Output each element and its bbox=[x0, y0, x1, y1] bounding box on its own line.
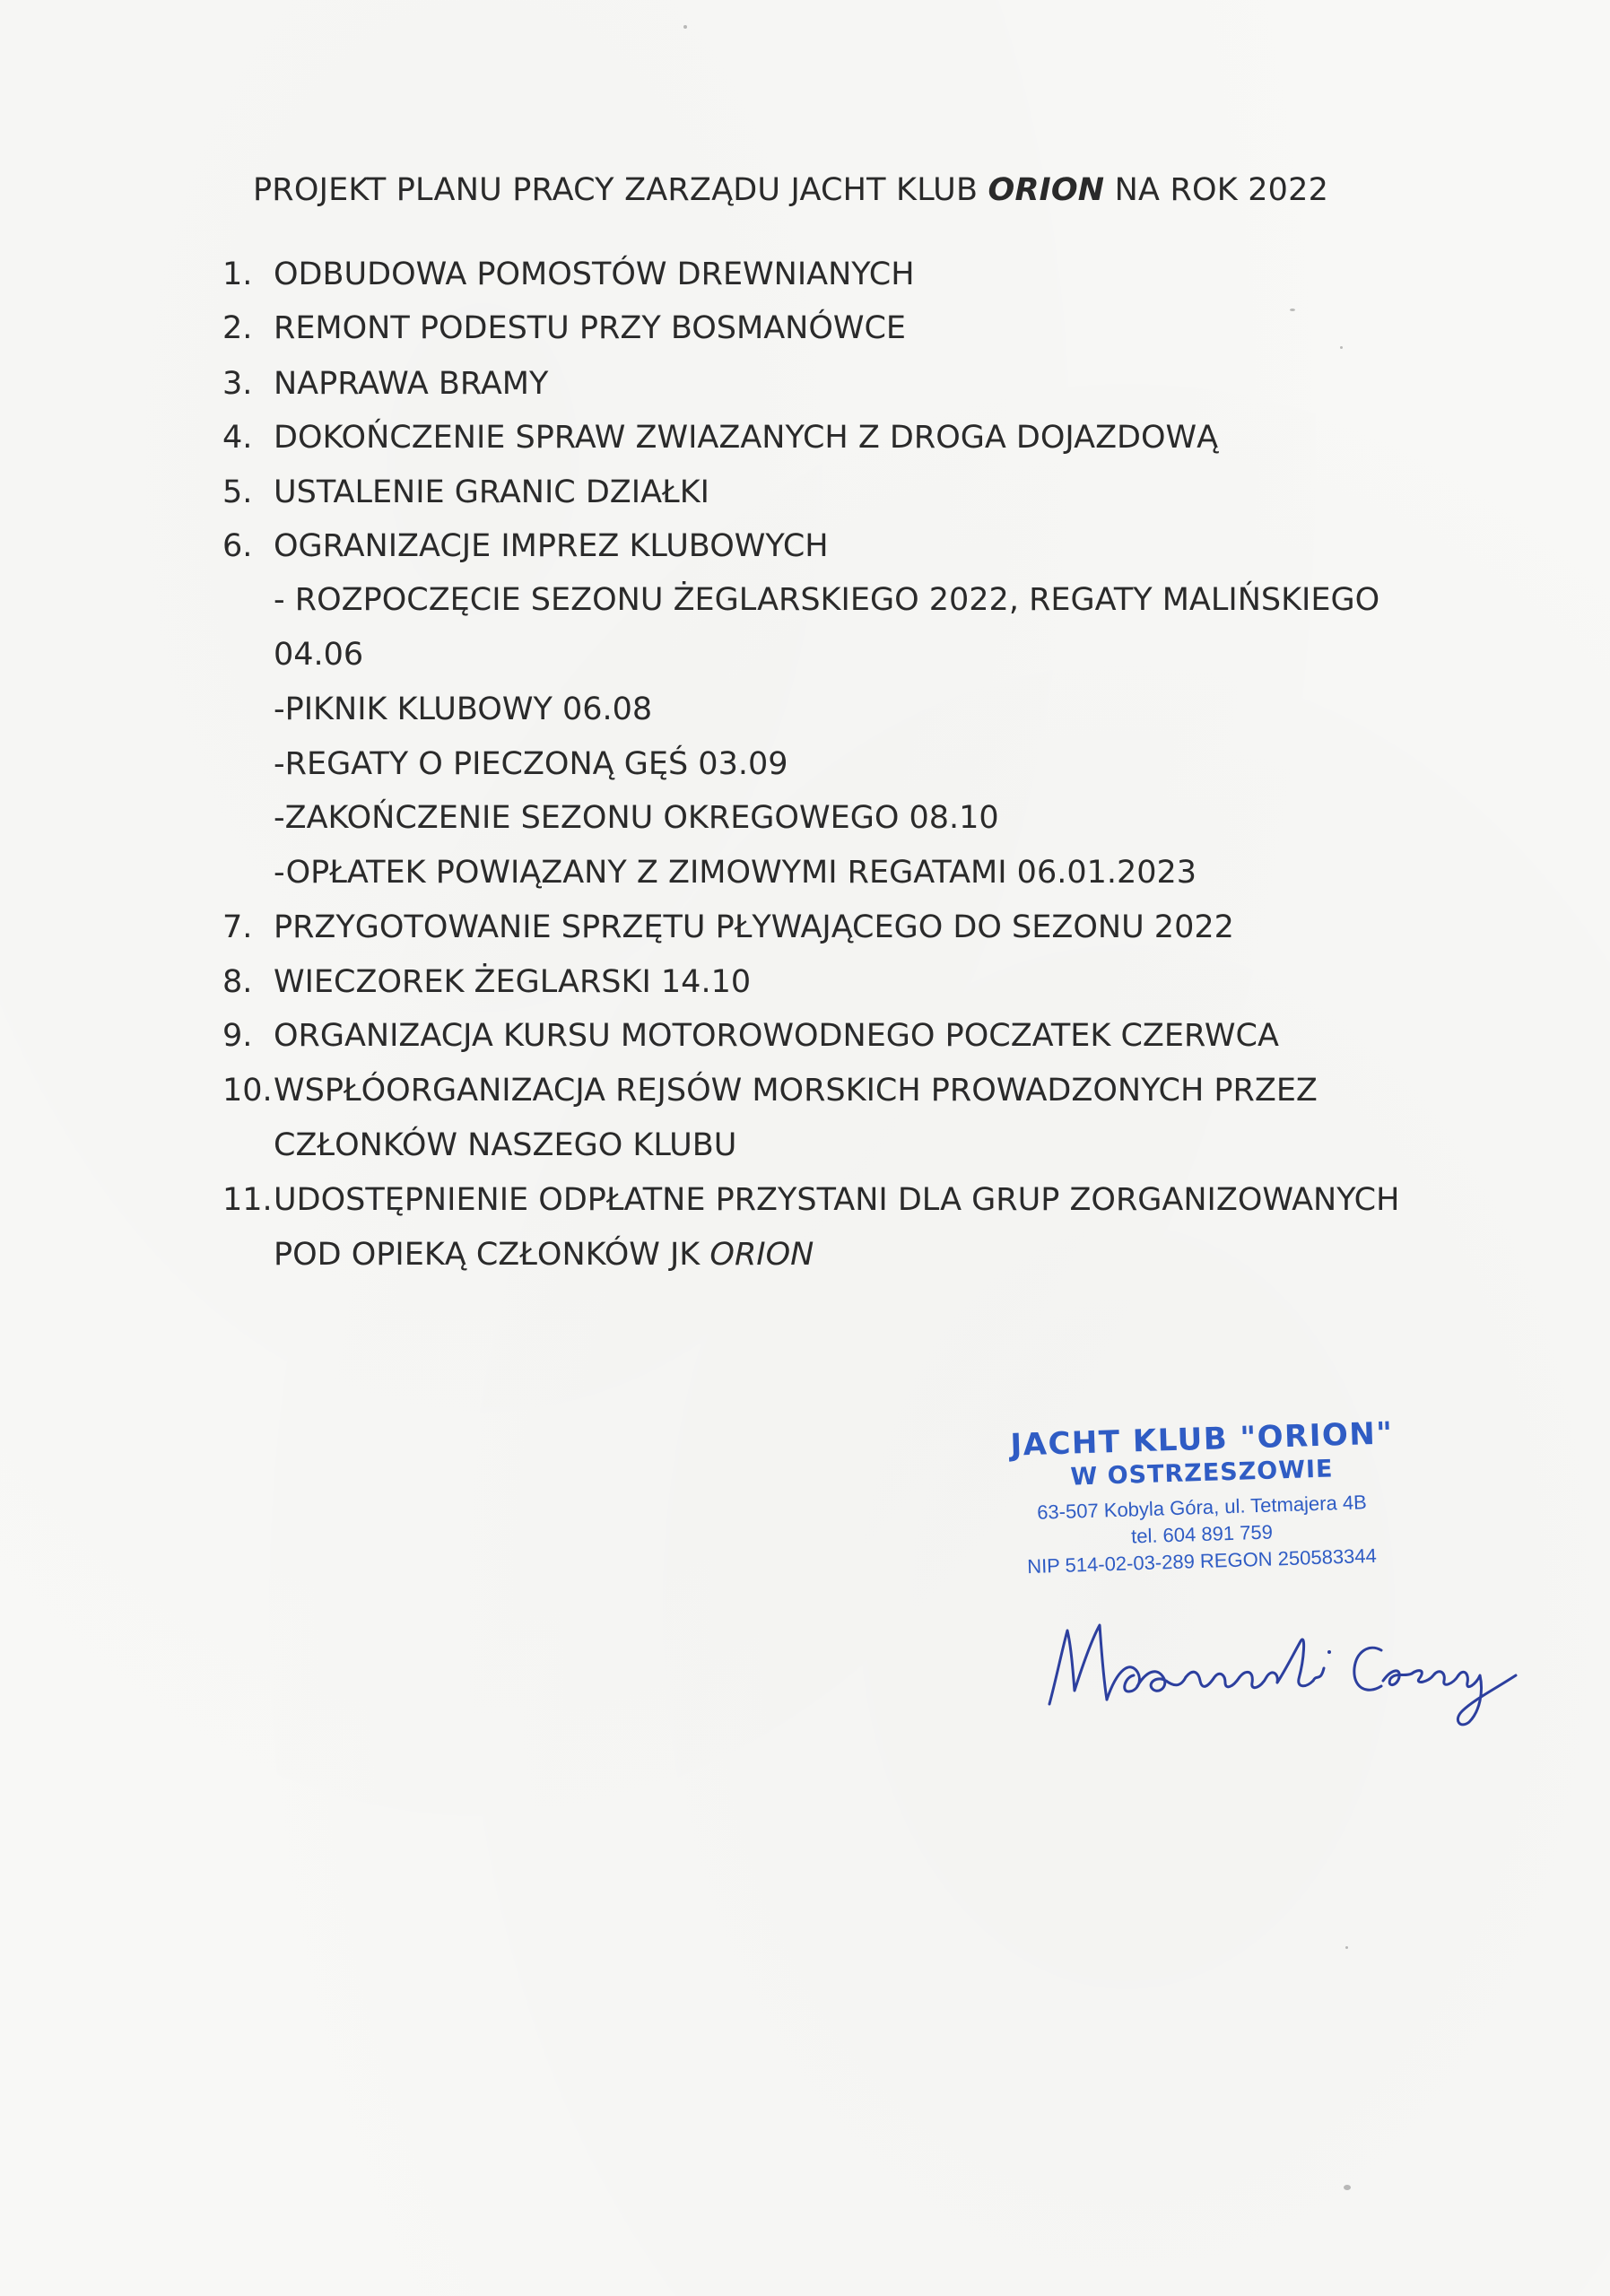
continuation-prefix: POD OPIEKĄ CZŁONKÓW JK bbox=[274, 1237, 710, 1273]
scan-speck bbox=[1290, 309, 1295, 311]
list-item-number: 5. bbox=[222, 474, 253, 510]
list-item-text: UDOSTĘPNIENIE ODPŁATNE PRZYSTANI DLA GRUP ZORGANIZOWANYCH bbox=[274, 1182, 1400, 1218]
scan-speck bbox=[1344, 2185, 1351, 2190]
event-item: -PIKNIK KLUBOWY 06.08 bbox=[274, 691, 653, 727]
list-item-continuation bbox=[274, 1237, 814, 1273]
list-item-number: 8. bbox=[222, 964, 253, 1000]
list-item-text: OGRANIZACJE IMPREZ KLUBOWYCH bbox=[274, 528, 829, 564]
list-item-number: 10. bbox=[222, 1073, 273, 1109]
event-item: -ZAKOŃCZENIE SEZONU OKREGOWEGO 08.10 bbox=[274, 800, 999, 836]
scan-speck bbox=[1345, 1946, 1348, 1949]
title-prefix: PROJEKT PLANU PRACY ZARZĄDU JACHT KLUB bbox=[253, 172, 988, 208]
stamp-club-name: JACHT KLUB "ORION" bbox=[1009, 1415, 1395, 1464]
list-item-text: DOKOŃCZENIE SPRAW ZWIAZANYCH Z DROGA DOJAZDOWĄ bbox=[274, 420, 1219, 456]
club-stamp bbox=[969, 1415, 1435, 1578]
list-item-text: REMONT PODESTU PRZY BOSMANÓWCE bbox=[274, 310, 907, 346]
list-item-number: 2. bbox=[222, 310, 253, 346]
list-item-number: 11. bbox=[222, 1182, 273, 1218]
list-item-text: ORGANIZACJA KURSU MOTOROWODNEGO POCZATEK CZERWCA bbox=[274, 1018, 1279, 1054]
event-item: - ROZPOCZĘCIE SEZONU ŻEGLARSKIEGO 2022, REGATY MALIŃSKIEGO bbox=[274, 582, 1380, 618]
list-item-text: WSPŁÓORGANIZACJA REJSÓW MORSKICH PROWADZONYCH PRZEZ bbox=[274, 1073, 1318, 1109]
title-club-name: ORION bbox=[988, 172, 1105, 208]
event-item: -OPŁATEK POWIĄZANY Z ZIMOWYMI REGATAMI 06.01.2023 bbox=[274, 855, 1197, 891]
list-item-number: 7. bbox=[222, 909, 253, 945]
list-item-number: 4. bbox=[222, 420, 253, 456]
club-name-italic: ORION bbox=[709, 1237, 814, 1273]
list-item-number: 1. bbox=[222, 257, 253, 292]
list-item-text: NAPRAWA BRAMY bbox=[274, 366, 549, 402]
scan-speck bbox=[1340, 346, 1343, 349]
scan-speck bbox=[683, 25, 687, 29]
handwritten-signature bbox=[1031, 1605, 1534, 1731]
list-item-text: ODBUDOWA POMOSTÓW DREWNIANYCH bbox=[274, 257, 915, 292]
stamp-address: 63-507 Kobyla Góra, ul. Tetmajera 4B bbox=[1036, 1491, 1368, 1524]
list-item-number: 9. bbox=[222, 1018, 253, 1054]
list-item-continuation: CZŁONKÓW NASZEGO KLUBU bbox=[274, 1127, 737, 1163]
stamp-phone: tel. 604 891 759 bbox=[1130, 1520, 1274, 1548]
stamp-tax-ids: NIP 514-02-03-289 REGON 250583344 bbox=[1026, 1544, 1378, 1578]
list-item-text: WIECZOREK ŻEGLARSKI 14.10 bbox=[274, 964, 752, 1000]
title-suffix: NA ROK 2022 bbox=[1104, 172, 1329, 208]
event-item: -REGATY O PIECZONĄ GĘŚ 03.09 bbox=[274, 746, 788, 782]
list-item-text: USTALENIE GRANIC DZIAŁKI bbox=[274, 474, 709, 510]
list-item-number: 3. bbox=[222, 366, 253, 402]
event-item: 04.06 bbox=[274, 637, 364, 673]
list-item-number: 6. bbox=[222, 528, 253, 564]
list-item-text: PRZYGOTOWANIE SPRZĘTU PŁYWAJĄCEGO DO SEZONU 2022 bbox=[274, 909, 1234, 945]
stamp-location: W OSTRZESZOWIE bbox=[1070, 1455, 1334, 1492]
document-title bbox=[253, 172, 1328, 208]
